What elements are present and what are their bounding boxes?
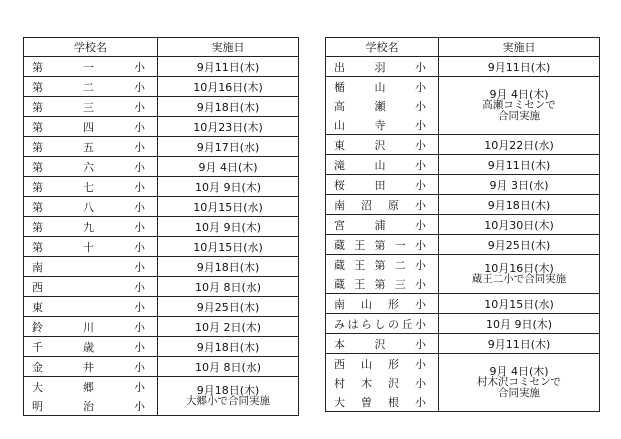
school-name-cell: 第二小 bbox=[24, 77, 158, 97]
date-cell: 10月 9日(木) bbox=[158, 177, 299, 197]
right-schedule-table bbox=[325, 37, 600, 412]
joint-note: 村木沢コミセンで bbox=[477, 376, 561, 388]
table-row bbox=[24, 277, 299, 297]
date-cell: 10月 9日(木) bbox=[158, 217, 299, 237]
school-name-cell: 第十小 bbox=[24, 237, 158, 257]
school-name-cell: 山寺小 bbox=[326, 115, 439, 135]
table-row bbox=[326, 354, 600, 374]
school-name-cell: 南小 bbox=[24, 257, 158, 277]
right-table-body-a bbox=[326, 135, 600, 255]
date-cell: 9月 4日(木) bbox=[158, 157, 299, 177]
date-cell: 9月 3日(水) bbox=[439, 175, 600, 195]
date-cell: 10月15日(水) bbox=[439, 294, 600, 314]
joint-date-cell bbox=[439, 255, 600, 294]
joint-date-cell bbox=[439, 354, 600, 412]
right-table-body-b bbox=[326, 294, 600, 354]
date-cell: 10月16日(木) bbox=[158, 77, 299, 97]
table-row bbox=[326, 195, 600, 215]
table-row bbox=[326, 334, 600, 354]
school-name-cell: 第四小 bbox=[24, 117, 158, 137]
school-name-cell: 第七小 bbox=[24, 177, 158, 197]
table-row bbox=[326, 294, 600, 314]
header-row bbox=[24, 38, 299, 57]
school-name-cell: 南山形小 bbox=[326, 294, 439, 314]
header-row bbox=[326, 38, 600, 57]
joint-note: 高瀬コミセンで bbox=[482, 99, 556, 111]
joint-note: 合同実施 bbox=[498, 110, 540, 122]
date-cell: 9月18日(木) bbox=[158, 97, 299, 117]
school-name-cell: 南沼原小 bbox=[326, 195, 439, 215]
date-cell: 10月22日(水) bbox=[439, 135, 600, 155]
table-row bbox=[326, 175, 600, 195]
right-table-body-zao bbox=[326, 255, 600, 294]
school-name-cell: みはらしの丘小 bbox=[326, 314, 439, 334]
table-row bbox=[326, 135, 600, 155]
date-cell: 10月 2日(木) bbox=[158, 317, 299, 337]
school-name-cell: 楯山小 bbox=[326, 77, 439, 97]
school-name-cell: 本沢小 bbox=[326, 334, 439, 354]
date-cell: 10月15日(水) bbox=[158, 197, 299, 217]
date-cell: 10月23日(木) bbox=[158, 117, 299, 137]
right-table-body bbox=[326, 57, 600, 135]
table-row bbox=[24, 77, 299, 97]
table-row bbox=[24, 157, 299, 177]
school-name-cell: 大曽根小 bbox=[326, 392, 439, 412]
joint-note: 大郷小で合同実施 bbox=[186, 395, 270, 407]
date-cell: 9月18日(木) bbox=[158, 257, 299, 277]
school-name-cell: 滝山小 bbox=[326, 155, 439, 175]
school-name-cell: 桜田小 bbox=[326, 175, 439, 195]
date-cell: 9月18日(木) bbox=[439, 195, 600, 215]
table-row bbox=[24, 197, 299, 217]
school-name-cell: 第八小 bbox=[24, 197, 158, 217]
school-name-cell: 蔵王第二小 bbox=[326, 255, 439, 275]
date-header: 実施日 bbox=[158, 38, 299, 57]
date-cell: 9月11日(木) bbox=[439, 155, 600, 175]
table-row bbox=[24, 357, 299, 377]
school-name-cell: 東小 bbox=[24, 297, 158, 317]
school-name-cell: 第六小 bbox=[24, 157, 158, 177]
school-name-cell: 第三小 bbox=[24, 97, 158, 117]
school-name-cell: 第九小 bbox=[24, 217, 158, 237]
right-table-body-murakizawa bbox=[326, 354, 600, 412]
table-row bbox=[24, 217, 299, 237]
joint-date-cell bbox=[439, 77, 600, 135]
table-row bbox=[24, 317, 299, 337]
table-row bbox=[24, 97, 299, 117]
date-cell: 9月11日(木) bbox=[439, 57, 600, 77]
table-row bbox=[24, 57, 299, 77]
table-row bbox=[24, 117, 299, 137]
date-cell: 10月 9日(木) bbox=[439, 314, 600, 334]
school-name-cell: 蔵王第三小 bbox=[326, 274, 439, 294]
table-row bbox=[24, 177, 299, 197]
school-name-cell: 宮浦小 bbox=[326, 215, 439, 235]
school-name-header: 学校名 bbox=[24, 38, 158, 57]
date-text: 10月16日(木) bbox=[484, 262, 554, 275]
table-row bbox=[326, 57, 600, 77]
school-name-cell: 西山形小 bbox=[326, 354, 439, 374]
table-row bbox=[326, 155, 600, 175]
table-row bbox=[24, 137, 299, 157]
table-row bbox=[24, 237, 299, 257]
table-row bbox=[326, 235, 600, 255]
school-name-cell: 西小 bbox=[24, 277, 158, 297]
table-row bbox=[24, 377, 299, 397]
school-name-cell: 村木沢小 bbox=[326, 373, 439, 392]
date-cell: 9月17日(水) bbox=[158, 137, 299, 157]
date-cell: 10月15日(水) bbox=[158, 237, 299, 257]
school-name-cell: 東沢小 bbox=[326, 135, 439, 155]
date-cell: 10月 8日(水) bbox=[158, 277, 299, 297]
school-name-cell: 第一小 bbox=[24, 57, 158, 77]
joint-note: 蔵王二小で合同実施 bbox=[471, 273, 567, 285]
date-cell: 9月25日(木) bbox=[439, 235, 600, 255]
school-name-cell: 明治小 bbox=[24, 396, 158, 416]
table-row bbox=[24, 337, 299, 357]
left-schedule-table bbox=[23, 37, 299, 416]
date-cell: 9月25日(木) bbox=[158, 297, 299, 317]
table-row bbox=[326, 255, 600, 275]
date-text: 9月 4日(木) bbox=[489, 365, 549, 378]
school-name-cell: 千歳小 bbox=[24, 337, 158, 357]
date-cell: 9月11日(木) bbox=[439, 334, 600, 354]
school-name-cell: 第五小 bbox=[24, 137, 158, 157]
left-table-body bbox=[24, 57, 299, 416]
school-name-cell: 蔵王第一小 bbox=[326, 235, 439, 255]
school-name-cell: 鈴川小 bbox=[24, 317, 158, 337]
table-row bbox=[326, 77, 600, 97]
date-cell: 9月18日(木) bbox=[158, 337, 299, 357]
date-cell: 9月11日(木) bbox=[158, 57, 299, 77]
table-row bbox=[24, 257, 299, 277]
date-text: 9月 4日(木) bbox=[489, 88, 549, 101]
school-name-cell: 大郷小 bbox=[24, 377, 158, 397]
school-name-header: 学校名 bbox=[326, 38, 439, 57]
date-cell: 10月30日(木) bbox=[439, 215, 600, 235]
school-name-cell: 高瀬小 bbox=[326, 96, 439, 115]
table-row bbox=[24, 297, 299, 317]
school-name-cell: 出羽小 bbox=[326, 57, 439, 77]
joint-date-cell bbox=[158, 377, 299, 416]
date-cell: 10月 8日(水) bbox=[158, 357, 299, 377]
date-text: 9月18日(木) bbox=[196, 384, 260, 397]
table-row bbox=[326, 314, 600, 334]
school-name-cell: 金井小 bbox=[24, 357, 158, 377]
date-header: 実施日 bbox=[439, 38, 600, 57]
joint-note: 合同実施 bbox=[498, 387, 540, 399]
table-row bbox=[326, 215, 600, 235]
